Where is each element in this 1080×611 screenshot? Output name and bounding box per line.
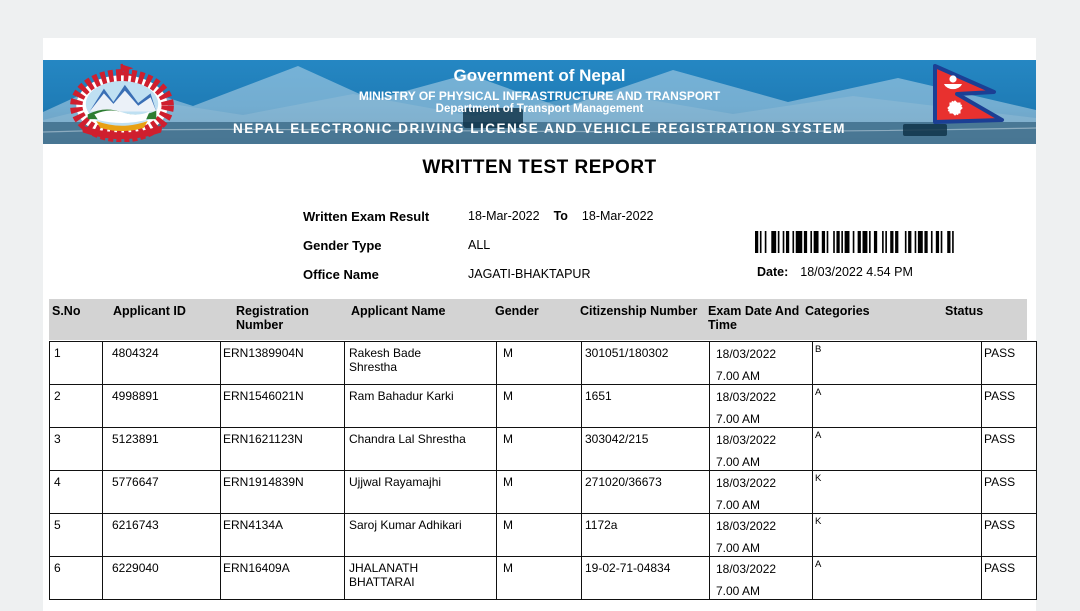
table-row [50,385,1037,428]
page-title: WRITTEN TEST REPORT [422,157,657,178]
cell-status: PASS [982,428,1037,471]
government-of-nepal-text: Government of Nepal [453,66,626,85]
col-header-applicant-id: Applicant ID [113,304,186,318]
cell-sno: 3 [50,428,103,471]
cell-registration-number: ERN1389904N [221,342,345,385]
cell-applicant-id: 5123891 [103,428,221,471]
cell-exam: 18/03/2022 7.00 AM [710,385,813,428]
ministry-text: MINISTRY OF PHYSICAL INFRASTRUCTURE AND TRANSPORT [358,89,721,103]
print-date [757,265,913,279]
cell-gender: M [497,514,582,557]
col-header-applicant-name: Applicant Name [351,304,446,318]
office-name-value: JAGATI-BHAKTAPUR [468,267,591,281]
cell-citizenship-number: 1172a [582,514,710,557]
cell-citizenship-number: 303042/215 [582,428,710,471]
department-text: Department of Transport Management [435,103,644,115]
cell-sno: 6 [50,557,103,600]
cell-applicant-id: 4804324 [103,342,221,385]
col-header-sno: S.No [52,304,81,318]
cell-registration-number: ERN16409A [221,557,345,600]
cell-categories: B [813,342,982,385]
cell-registration-number: ERN1546021N [221,385,345,428]
cell-citizenship-number: 301051/180302 [582,342,710,385]
system-name-text: NEPAL ELECTRONIC DRIVING LICENSE AND VEHICLE REGISTRATION SYSTEM [232,121,847,136]
government-banner [43,60,1036,144]
cell-applicant-id: 6229040 [103,557,221,600]
col-header-exam-date-time: Exam Date And Time [708,304,800,332]
cell-applicant-name: Ujjwal Rayamajhi [345,471,497,514]
cell-registration-number: ERN1621123N [221,428,345,471]
cell-registration-number: ERN1914839N [221,471,345,514]
cell-applicant-id: 5776647 [103,471,221,514]
col-header-citizenship-number: Citizenship Number [580,304,698,318]
results-table [49,341,1037,600]
cell-categories: A [813,428,982,471]
cell-sno: 5 [50,514,103,557]
cell-applicant-id: 6216743 [103,514,221,557]
cell-citizenship-number: 271020/36673 [582,471,710,514]
cell-sno: 1 [50,342,103,385]
cell-applicant-name: Saroj Kumar Adhikari [345,514,497,557]
table-row [50,428,1037,471]
gender-type-label: Gender Type [303,238,382,253]
col-header-gender: Gender [495,304,539,318]
cell-categories: K [813,514,982,557]
report-paper [43,38,1036,611]
cell-sno: 4 [50,471,103,514]
cell-sno: 2 [50,385,103,428]
cell-status: PASS [982,342,1037,385]
table-row [50,514,1037,557]
barcode [755,231,957,253]
exam-result-value [468,209,654,223]
cell-status: PASS [982,471,1037,514]
table-header [49,299,1027,340]
cell-status: PASS [982,557,1037,600]
cell-categories: A [813,385,982,428]
date-value: 18/03/2022 4.54 PM [800,265,913,279]
cell-applicant-name: JHALANATH BHATTARAI [345,557,497,600]
cell-categories: K [813,471,982,514]
cell-gender: M [497,471,582,514]
table-row [50,342,1037,385]
table-row [50,471,1037,514]
col-header-categories: Categories [805,304,870,318]
to-label: To [553,209,568,223]
cell-citizenship-number: 19-02-71-04834 [582,557,710,600]
cell-exam: 18/03/2022 7.00 AM [710,514,813,557]
cell-applicant-id: 4998891 [103,385,221,428]
cell-gender: M [497,428,582,471]
cell-exam: 18/03/2022 7.00 AM [710,471,813,514]
cell-gender: M [497,385,582,428]
cell-status: PASS [982,514,1037,557]
cell-categories: A [813,557,982,600]
exam-from-date: 18-Mar-2022 [468,209,540,223]
col-header-registration-number: Registration Number [236,304,309,332]
gender-type-value: ALL [468,238,491,252]
cell-exam: 18/03/2022 7.00 AM [710,342,813,385]
cell-applicant-name: Ram Bahadur Karki [345,385,497,428]
results-table-body [50,342,1037,600]
cell-status: PASS [982,385,1037,428]
cell-gender: M [497,557,582,600]
date-label: Date: [757,265,789,279]
office-name-label: Office Name [303,267,379,282]
table-row [50,557,1037,600]
cell-gender: M [497,342,582,385]
cell-exam: 18/03/2022 7.00 AM [710,557,813,600]
cell-applicant-name: Rakesh Bade Shrestha [345,342,497,385]
col-header-status: Status [945,304,984,318]
cell-applicant-name: Chandra Lal Shrestha [345,428,497,471]
exam-result-label: Written Exam Result [303,209,430,224]
cell-exam: 18/03/2022 7.00 AM [710,428,813,471]
exam-to-date: 18-Mar-2022 [581,209,654,223]
cell-citizenship-number: 1651 [582,385,710,428]
cell-registration-number: ERN4134A [221,514,345,557]
